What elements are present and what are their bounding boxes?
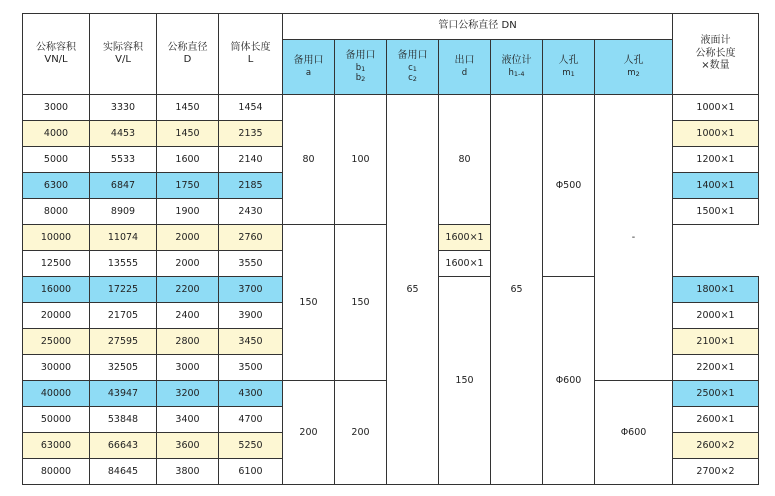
merged-cell-d: 150 bbox=[335, 225, 387, 381]
cell-gauge-length: 1200×1 bbox=[673, 147, 759, 173]
cell-actual-volume: 3330 bbox=[90, 95, 157, 121]
merged-cell-m2: Φ600 bbox=[595, 381, 673, 485]
cell-actual-volume: 13555 bbox=[90, 251, 157, 277]
cell-actual-volume: 4453 bbox=[90, 121, 157, 147]
cell-nominal-diameter: 2400 bbox=[157, 303, 219, 329]
cell-nominal-volume: 8000 bbox=[23, 199, 90, 225]
cell-nominal-diameter: 1900 bbox=[157, 199, 219, 225]
cell-shell-length: 4300 bbox=[219, 381, 283, 407]
cell-nominal-volume: 20000 bbox=[23, 303, 90, 329]
cell-actual-volume: 32505 bbox=[90, 355, 157, 381]
cell-shell-length: 3450 bbox=[219, 329, 283, 355]
cell-actual-volume: 11074 bbox=[90, 225, 157, 251]
cell-gauge-length: 1500×1 bbox=[673, 199, 759, 225]
cell-gauge-length: 2000×1 bbox=[673, 303, 759, 329]
cell-nominal-diameter: 1600 bbox=[157, 147, 219, 173]
cell-shell-length: 2135 bbox=[219, 121, 283, 147]
cell-nominal-diameter: 2000 bbox=[157, 225, 219, 251]
cell-gauge-length: 1800×1 bbox=[673, 277, 759, 303]
cell-nominal-diameter: 2200 bbox=[157, 277, 219, 303]
cell-nominal-volume: 3000 bbox=[23, 95, 90, 121]
cell-gauge-length: 2600×1 bbox=[673, 407, 759, 433]
cell-nominal-diameter: 3200 bbox=[157, 381, 219, 407]
header-level-gauge: 液位计 $h_{1-4}$ bbox=[491, 40, 543, 95]
merged-cell-h: 65 bbox=[491, 95, 543, 485]
cell-nominal-volume: 4000 bbox=[23, 121, 90, 147]
tank-spec-table bbox=[22, 13, 759, 485]
cell-shell-length: 5250 bbox=[219, 433, 283, 459]
cell-nominal-diameter: 2000 bbox=[157, 251, 219, 277]
cell-nominal-diameter: 3600 bbox=[157, 433, 219, 459]
merged-cell-m2: - bbox=[595, 95, 673, 381]
cell-nominal-volume: 25000 bbox=[23, 329, 90, 355]
merged-cell-a: 150 bbox=[283, 225, 335, 381]
cell-nominal-volume: 16000 bbox=[23, 277, 90, 303]
cell-nominal-volume: 80000 bbox=[23, 459, 90, 485]
cell-actual-volume: 84645 bbox=[90, 459, 157, 485]
cell-nominal-volume: 5000 bbox=[23, 147, 90, 173]
cell-shell-length: 2185 bbox=[219, 173, 283, 199]
cell-shell-length: 3900 bbox=[219, 303, 283, 329]
cell-actual-volume: 5533 bbox=[90, 147, 157, 173]
header-spare-a: 备用口 a bbox=[283, 40, 335, 95]
header-shell-length: 筒体长度 L bbox=[219, 14, 283, 95]
header-manhole-1: 人孔 $m_1$ bbox=[543, 40, 595, 95]
cell-actual-volume: 6847 bbox=[90, 173, 157, 199]
cell-actual-volume: 53848 bbox=[90, 407, 157, 433]
cell-shell-length: 3550 bbox=[219, 251, 283, 277]
cell-shell-length: 3700 bbox=[219, 277, 283, 303]
cell-nominal-diameter: 2800 bbox=[157, 329, 219, 355]
cell-nominal-diameter: 1450 bbox=[157, 95, 219, 121]
cell-actual-volume: 8909 bbox=[90, 199, 157, 225]
cell-gauge-length: 2100×1 bbox=[673, 329, 759, 355]
cell-actual-volume: 27595 bbox=[90, 329, 157, 355]
merged-cell-c: 65 bbox=[387, 95, 439, 485]
cell-gauge-length: 2200×1 bbox=[673, 355, 759, 381]
header-spare-b: 备用口 $b_1$ $b_2$ bbox=[335, 40, 387, 95]
cell-nominal-diameter: 3400 bbox=[157, 407, 219, 433]
cell-gauge-length: 1000×1 bbox=[673, 121, 759, 147]
merged-cell-d: 200 bbox=[335, 381, 387, 485]
cell-actual-volume: 21705 bbox=[90, 303, 157, 329]
cell-gauge-length: 2600×2 bbox=[673, 433, 759, 459]
cell-actual-volume: 66643 bbox=[90, 433, 157, 459]
cell-gauge-length: 2500×1 bbox=[673, 381, 759, 407]
cell-nominal-volume: 30000 bbox=[23, 355, 90, 381]
merged-cell-m1: Φ500 bbox=[543, 95, 595, 277]
cell-nominal-volume: 12500 bbox=[23, 251, 90, 277]
merged-cell-b: 150 bbox=[439, 277, 491, 485]
cell-shell-length: 1454 bbox=[219, 95, 283, 121]
merged-cell-m1: Φ600 bbox=[543, 277, 595, 485]
cell-gauge-length: 2700×2 bbox=[673, 459, 759, 485]
cell-gauge-length: 1600×1 bbox=[439, 225, 491, 251]
cell-shell-length: 6100 bbox=[219, 459, 283, 485]
merged-cell-d: 80 bbox=[439, 95, 491, 225]
cell-shell-length: 2140 bbox=[219, 147, 283, 173]
cell-actual-volume: 43947 bbox=[90, 381, 157, 407]
cell-shell-length: 4700 bbox=[219, 407, 283, 433]
cell-nominal-volume: 50000 bbox=[23, 407, 90, 433]
cell-nominal-diameter: 3000 bbox=[157, 355, 219, 381]
cell-nominal-volume: 63000 bbox=[23, 433, 90, 459]
cell-nominal-volume: 6300 bbox=[23, 173, 90, 199]
merged-cell-b: 100 bbox=[335, 95, 387, 225]
cell-nominal-diameter: 1450 bbox=[157, 121, 219, 147]
cell-nominal-diameter: 3800 bbox=[157, 459, 219, 485]
cell-shell-length: 2430 bbox=[219, 199, 283, 225]
cell-gauge-length: 1000×1 bbox=[673, 95, 759, 121]
header-spare-c: 备用口 $c_1$ $c_2$ bbox=[387, 40, 439, 95]
cell-actual-volume: 17225 bbox=[90, 277, 157, 303]
cell-nominal-volume: 40000 bbox=[23, 381, 90, 407]
cell-gauge-length: 1600×1 bbox=[439, 251, 491, 277]
header-actual-volume: 实际容积 V/L bbox=[90, 14, 157, 95]
merged-cell-a: 80 bbox=[283, 95, 335, 225]
table-row bbox=[23, 95, 759, 121]
header-nominal-volume: 公称容积 VN/L bbox=[23, 14, 90, 95]
cell-nominal-diameter: 1750 bbox=[157, 173, 219, 199]
cell-gauge-length: 1400×1 bbox=[673, 173, 759, 199]
header-outlet: 出口 d bbox=[439, 40, 491, 95]
header-nozzle-group: 管口公称直径 DN bbox=[283, 14, 673, 40]
cell-nominal-volume: 10000 bbox=[23, 225, 90, 251]
header-nominal-diameter: 公称直径 D bbox=[157, 14, 219, 95]
cell-shell-length: 3500 bbox=[219, 355, 283, 381]
cell-shell-length: 2760 bbox=[219, 225, 283, 251]
header-gauge-length: 液面计 公称长度 ×数量 bbox=[673, 14, 759, 95]
merged-cell-a: 200 bbox=[283, 381, 335, 485]
header-manhole-2: 人孔 $m_2$ bbox=[595, 40, 673, 95]
